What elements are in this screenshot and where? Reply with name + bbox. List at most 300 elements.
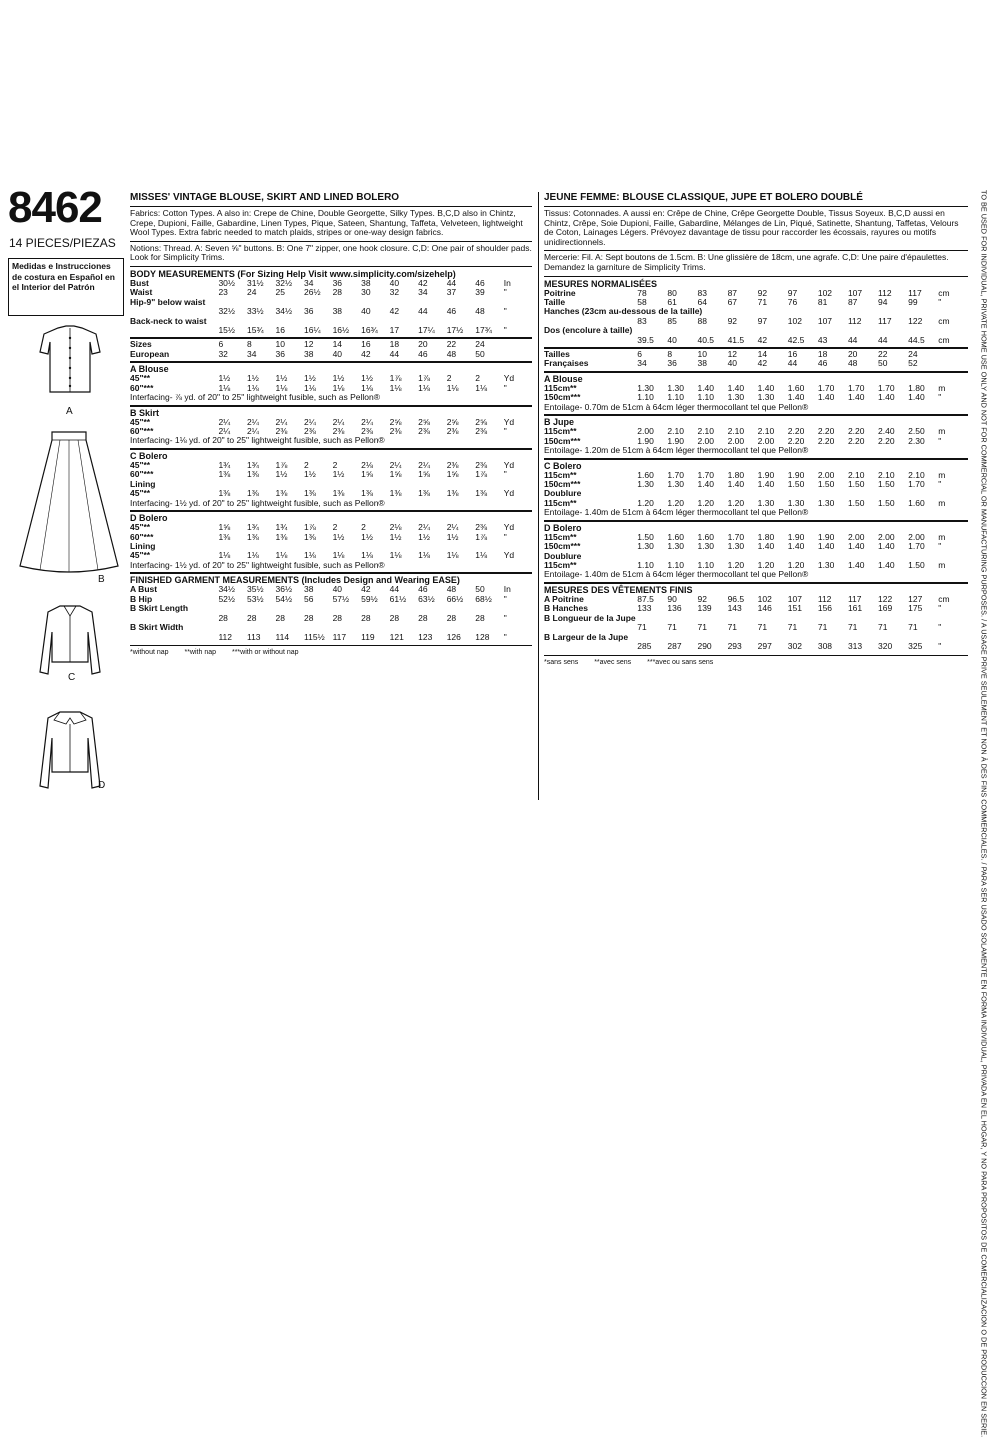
row-unit: cm [938,334,950,345]
cell-value: 2⅝ [475,416,488,427]
cell-value: 1.30 [787,497,805,508]
cell-value: 2¼ [275,416,288,427]
cell-value: 28 [332,612,343,623]
cell-value: 1½ [218,373,231,384]
row-unit [504,350,532,359]
cell-value: 1⅝ [218,522,231,533]
row-unit: " [503,382,507,393]
cell-value: 2.10 [667,426,684,437]
cell-value: 31½ [246,277,264,288]
cell-value: 2⅜ [475,460,488,471]
cell-value: 2.10 [727,426,745,437]
cell-value: 2⅝ [446,416,459,427]
cell-value: 1.80 [757,531,775,542]
cell-value: 2.20 [787,435,805,446]
cell-value: 1.90 [757,469,775,480]
measurement-table [544,427,968,446]
cell-value: 1.80 [908,382,925,393]
row-unit: Yd [503,522,515,533]
divider [130,405,532,407]
measurement-table [130,585,532,641]
cell-value: 1⅛ [246,550,259,561]
cell-value: 1.90 [787,531,805,542]
cell-value: 308 [817,641,833,652]
cell-value: 2.20 [878,435,895,446]
cell-value: 293 [727,641,742,652]
table-row [544,642,968,651]
cell-value: 107 [787,594,802,605]
french-finished-title: MESURES DES VÊTEMENTS FINIS [544,585,693,596]
cell-value: 1.40 [878,541,895,552]
cell-value: 1⅛ [218,382,231,393]
cell-value: 1⅛ [275,550,288,561]
divider [544,582,968,584]
cell-value: 56 [304,593,314,604]
cell-value: 1.60 [697,531,715,542]
row-label: Taille [544,296,566,307]
cell-value: 1.90 [817,531,835,542]
row-label: 115cm** [544,469,577,480]
cell-value: 28 [218,612,228,623]
cell-value: 123 [418,631,433,642]
cell-value: 28 [446,612,457,623]
cell-value: 34 [418,287,428,298]
row-unit: " [938,541,942,552]
cell-value: 40.5 [697,334,715,345]
row-label: Doublure [544,488,582,499]
cell-value: 94 [878,296,888,307]
cell-value: 2 [361,522,366,533]
cell-value: 1.50 [847,497,865,508]
cell-value: 122 [878,594,893,605]
divider [544,276,968,277]
cell-value: 97 [757,315,768,326]
cell-value: 2⅜ [475,522,488,533]
row-label: 60"*** [130,531,154,542]
french-fabrics: Tissus: Cotonnades. A aussi en: Crêpe de Chine, Crêpe Georgette Double, Tissus Soyeux. B,C,D aussi en Chintz, Crêpe, Soie Dupioni, Faille, Gabardine, Mélanges de Lin, Piqué, Satinette, Shantung, Taffetas, Velours de Coton, Lainages Légers. Prévoyez davantage de tissu pour raccorder les écossais, rayures ou motifs unidirectionnels. [544,208,959,247]
row-label: Dos (encolure à taille) [544,325,633,336]
cell-value: 1.30 [757,392,775,403]
cell-value: 1⅜ [361,488,373,499]
cell-value: 2¼ [446,522,459,533]
cell-value: 112 [878,287,892,298]
table-row [130,533,532,542]
cell-value: 2 [304,460,309,471]
row-unit: cm [938,594,950,605]
section-title: C Bolero [130,451,168,462]
cell-value: 71 [847,622,858,633]
cell-value: 24 [475,339,485,350]
measurement-table [130,523,532,561]
section-title: D Bolero [130,513,168,524]
table-row [544,542,968,551]
cell-value: 2.10 [757,426,775,437]
cell-value: 66½ [446,593,464,604]
footnote: ***with or without nap [231,648,299,656]
cell-value: 169 [878,603,893,614]
cell-value: 1⅛ [418,382,430,393]
row-label: Lining [130,478,156,489]
cell-value: 44 [847,334,858,345]
divider [130,448,532,450]
cell-value: 302 [787,641,802,652]
cell-value: 156 [817,603,833,614]
divider [544,206,968,207]
cell-value: 1.30 [697,541,715,552]
cell-value: 50 [878,358,888,369]
cell-value: 1⅜ [275,531,288,542]
cell-value: 161 [847,603,863,614]
divider [544,520,968,522]
cell-value: 78 [637,287,647,298]
row-unit: m [938,469,946,480]
cell-value: 119 [361,631,375,642]
interfacing-note: Entoilage- 1.20m de 51cm à 64cm léger thermocollant tel que Pellon® [544,445,809,456]
cell-value: 48 [446,348,457,359]
english-sizes-table [130,340,532,359]
cell-value: 34½ [275,306,293,317]
table-row [130,317,532,326]
cell-value: 1.40 [847,541,865,552]
row-unit: cm [938,315,950,326]
cell-value: 1¾ [275,522,288,533]
cell-value: 1.30 [727,392,745,403]
row-label: 45"** [130,373,151,384]
french-finished-table [544,595,968,651]
cell-value: 1.40 [757,541,775,552]
cell-value: 2.10 [878,469,895,480]
cell-value: 127 [908,594,923,605]
cell-value: 92 [697,594,707,605]
cell-value: 38 [332,306,343,317]
cell-value: 1⅛ [361,382,373,393]
interfacing-note: Interfacing- ⅞ yd. of 20" to 25" lightweight fusible, such as Pellon® [130,392,380,403]
cell-value: 325 [908,641,923,652]
row-unit: In [503,584,511,595]
row-unit [938,359,968,368]
cell-value: 1⅛ [475,550,488,561]
cell-value: 42.5 [787,334,805,345]
cell-value: 28 [361,612,371,623]
row-unit: m [938,382,946,393]
cell-value: 28 [332,287,343,298]
cell-value: 2.10 [847,469,865,480]
cell-value: 71 [757,296,768,307]
row-label: B Skirt Width [130,622,184,633]
divider [130,241,532,242]
divider [544,347,968,349]
row-unit: " [938,641,942,652]
cell-value: 42 [361,584,371,595]
cell-value: 44 [418,306,428,317]
row-unit: " [938,622,942,633]
cell-value: 83 [637,315,647,326]
cell-value: 1.40 [727,479,745,490]
cell-value: 99 [908,296,918,307]
measurement-table [544,595,968,651]
cell-value: 71 [787,622,798,633]
divider [130,572,532,574]
cell-value: 1⅜ [475,488,488,499]
table-row [544,533,968,542]
table-row [130,623,532,632]
cell-value: 14 [332,339,343,350]
row-label: 115cm** [544,531,577,542]
cell-value: 92 [757,287,768,298]
cell-value: 2⅜ [446,426,459,437]
cell-value: 1.40 [817,541,835,552]
cell-value: 297 [757,641,772,652]
cell-value: 40 [332,348,343,359]
cell-value: 175 [908,603,923,614]
french-sections [544,371,968,580]
cell-value: 61 [667,296,677,307]
french-body-title: MESURES NORMALISÉES [544,278,658,289]
english-sections [130,361,532,570]
cell-value: 1½ [246,373,259,384]
cell-value: 46 [418,348,428,359]
cell-value: 1⅞ [389,373,402,384]
cell-value: 2⅜ [446,460,459,471]
divider [130,645,532,646]
cell-value: 1.10 [637,392,654,403]
row-label: 115cm** [544,560,577,571]
cell-value: 2¼ [332,416,345,427]
row-label [544,336,637,345]
cell-value: 1.30 [727,541,745,552]
cell-value: 2¼ [389,460,402,471]
measurement-table [130,461,532,499]
section-title: A Blouse [544,373,583,384]
cell-value: 115½ [304,631,325,642]
row-label: Doublure [544,550,582,561]
cell-value: 16 [361,339,371,350]
cell-value: 16½ [332,325,350,335]
cell-value: 1⅛ [304,550,316,561]
cell-value: 107 [817,315,833,326]
row-unit: Yd [503,460,515,471]
cell-value: 16¾ [361,325,378,335]
cell-value: 50 [475,348,485,359]
table-row [130,461,532,470]
cell-value: 1.20 [757,560,775,571]
cell-value: 10 [697,349,707,359]
row-unit: " [503,306,507,317]
divider [130,266,532,267]
cell-value: 139 [697,603,712,614]
cell-value: 43 [817,334,828,345]
view-d-label: D [98,780,106,791]
cell-value: 83 [697,287,707,298]
cell-value: 1⅜ [218,488,231,499]
cell-value: 39 [475,287,485,298]
row-unit [938,350,968,359]
cell-value: 17¼ [418,325,435,335]
cell-value: 1.60 [637,469,654,480]
row-label: Back-neck to waist [130,315,207,326]
cell-value: 2.00 [637,426,654,437]
row-label: 45"** [130,488,151,499]
row-unit: " [503,631,507,642]
english-finished-title: FINISHED GARMENT MEASUREMENTS (Includes Design and Wearing EASE) [130,575,460,586]
cell-value: 59½ [361,593,378,604]
cell-value: 112 [817,594,832,605]
footnote: **avec sens [594,658,632,666]
view-b-label: B [98,574,105,585]
cell-value: 1.60 [787,382,805,393]
cell-value: 1⅛ [418,550,430,561]
cell-value: 2¼ [246,426,259,437]
cell-value: 71 [727,622,738,633]
row-unit: m [938,497,946,508]
cell-value: 1.20 [667,497,684,508]
cell-value: 15¾ [246,325,264,335]
cell-value: 1½ [332,469,345,480]
pattern-number: 8462 [8,183,102,232]
row-unit: m [938,560,946,571]
table-row [544,552,968,561]
row-unit: Yd [503,373,515,384]
cell-value: 42 [389,306,400,317]
cell-value: 1⅝ [389,469,402,480]
english-body-table [130,279,532,335]
row-label: B Largeur de la Jupe [544,631,629,642]
cell-value: 71 [878,622,888,633]
cell-value: 2⅜ [389,426,402,437]
cell-value: 1⅛ [246,382,259,393]
row-label: 150cm*** [544,392,581,403]
cell-value: 143 [727,603,742,614]
cell-value: 40 [727,358,738,369]
cell-value: 34 [637,358,647,369]
table-row [130,470,532,479]
cell-value: 1.30 [667,479,684,490]
cell-value: 1.40 [878,392,895,403]
english-column [130,192,532,657]
cell-value: 1.50 [637,531,654,542]
english-footnotes [130,648,532,657]
view-b-skirt-sketch [14,428,124,578]
row-label: B Hip [130,593,153,604]
cell-value: 1.70 [727,531,745,542]
cell-value: 1.50 [878,479,895,490]
cell-value: 81 [817,296,828,307]
interfacing-note: Interfacing- 1⅛ yd. of 20" to 25" lightweight fusible, such as Pellon® [130,435,385,446]
cell-value: 8 [667,349,673,359]
cell-value: 76 [787,296,798,307]
row-unit: " [938,296,942,307]
row-unit: m [938,531,946,542]
cell-value: 30 [361,287,371,298]
row-unit: " [503,531,507,542]
cell-value: 2⅛ [389,522,402,533]
cell-value: 24 [908,349,918,359]
cell-value: 146 [757,603,772,614]
cell-value: 1⅛ [361,550,373,561]
cell-value: 32 [218,348,228,359]
table-row [544,350,968,359]
view-c-label: C [68,672,76,683]
cell-value: 48 [446,584,457,595]
cell-value: 42 [361,348,371,359]
cell-value: 1.70 [697,469,715,480]
cell-value: 1.70 [817,382,835,393]
divider [130,361,532,363]
cell-value: 87.5 [637,594,654,605]
divider [544,414,968,416]
cell-value: 112 [218,631,233,642]
cell-value: 16¼ [304,325,321,335]
cell-value: 1.70 [908,479,925,490]
table-row [130,340,532,349]
cell-value: 1½ [446,531,459,542]
cell-value: 2.50 [908,426,925,437]
french-column [544,192,968,667]
cell-value: 1.10 [637,560,654,571]
cell-value: 30½ [218,277,235,288]
cell-value: 40 [667,334,677,345]
cell-value: 64 [697,296,707,307]
cell-value: 2.40 [878,426,895,437]
cell-value: 113 [246,631,261,642]
cell-value: 57½ [332,593,350,604]
row-unit: " [503,612,507,623]
cell-value: 1.90 [667,435,684,446]
cell-value: 12 [304,339,314,350]
cell-value: 2.20 [787,426,805,437]
cell-value: 1.10 [667,560,684,571]
cell-value: 85 [667,315,677,326]
cell-value: 28 [304,612,314,623]
cell-value: 1½ [332,531,345,542]
table-row [130,350,532,359]
cell-value: 2¼ [218,416,231,427]
cell-value: 1⅜ [246,488,259,499]
cell-value: 2.10 [697,426,715,437]
english-body-title: BODY MEASUREMENTS (For Sizing Help Visit www.simplicity.com/sizehelp) [130,268,456,279]
cell-value: 126 [446,631,461,642]
cell-value: 46 [446,306,457,317]
cell-value: 1⅞ [418,373,430,384]
cell-value: 2⅛ [361,460,373,471]
cell-value: 71 [817,622,828,633]
cell-value: 18 [389,339,400,350]
cell-value: 40 [361,306,371,317]
cell-value: 1.10 [667,392,684,403]
table-row [544,336,968,345]
cell-value: 32 [389,287,400,298]
cell-value: 1⅛ [275,382,288,393]
cell-value: 39.5 [637,334,654,345]
cell-value: 2⅜ [275,426,288,437]
cell-value: 6 [637,349,643,359]
cell-value: 34 [246,348,257,359]
row-label: 60"*** [130,469,154,480]
row-label: 45"** [130,416,151,427]
cell-value: 1.50 [787,479,805,490]
cell-value: 46 [418,584,428,595]
table-row [130,374,532,383]
cell-value: 2⅝ [389,416,402,427]
cell-value: 36½ [275,584,293,595]
measurement-table [544,289,968,345]
row-unit: " [503,469,507,480]
cell-value: 50 [475,584,485,595]
cell-value: 2¼ [218,426,231,437]
cell-value: 96.5 [727,594,745,605]
measurement-table [544,350,968,369]
row-label: 115cm** [544,497,577,508]
